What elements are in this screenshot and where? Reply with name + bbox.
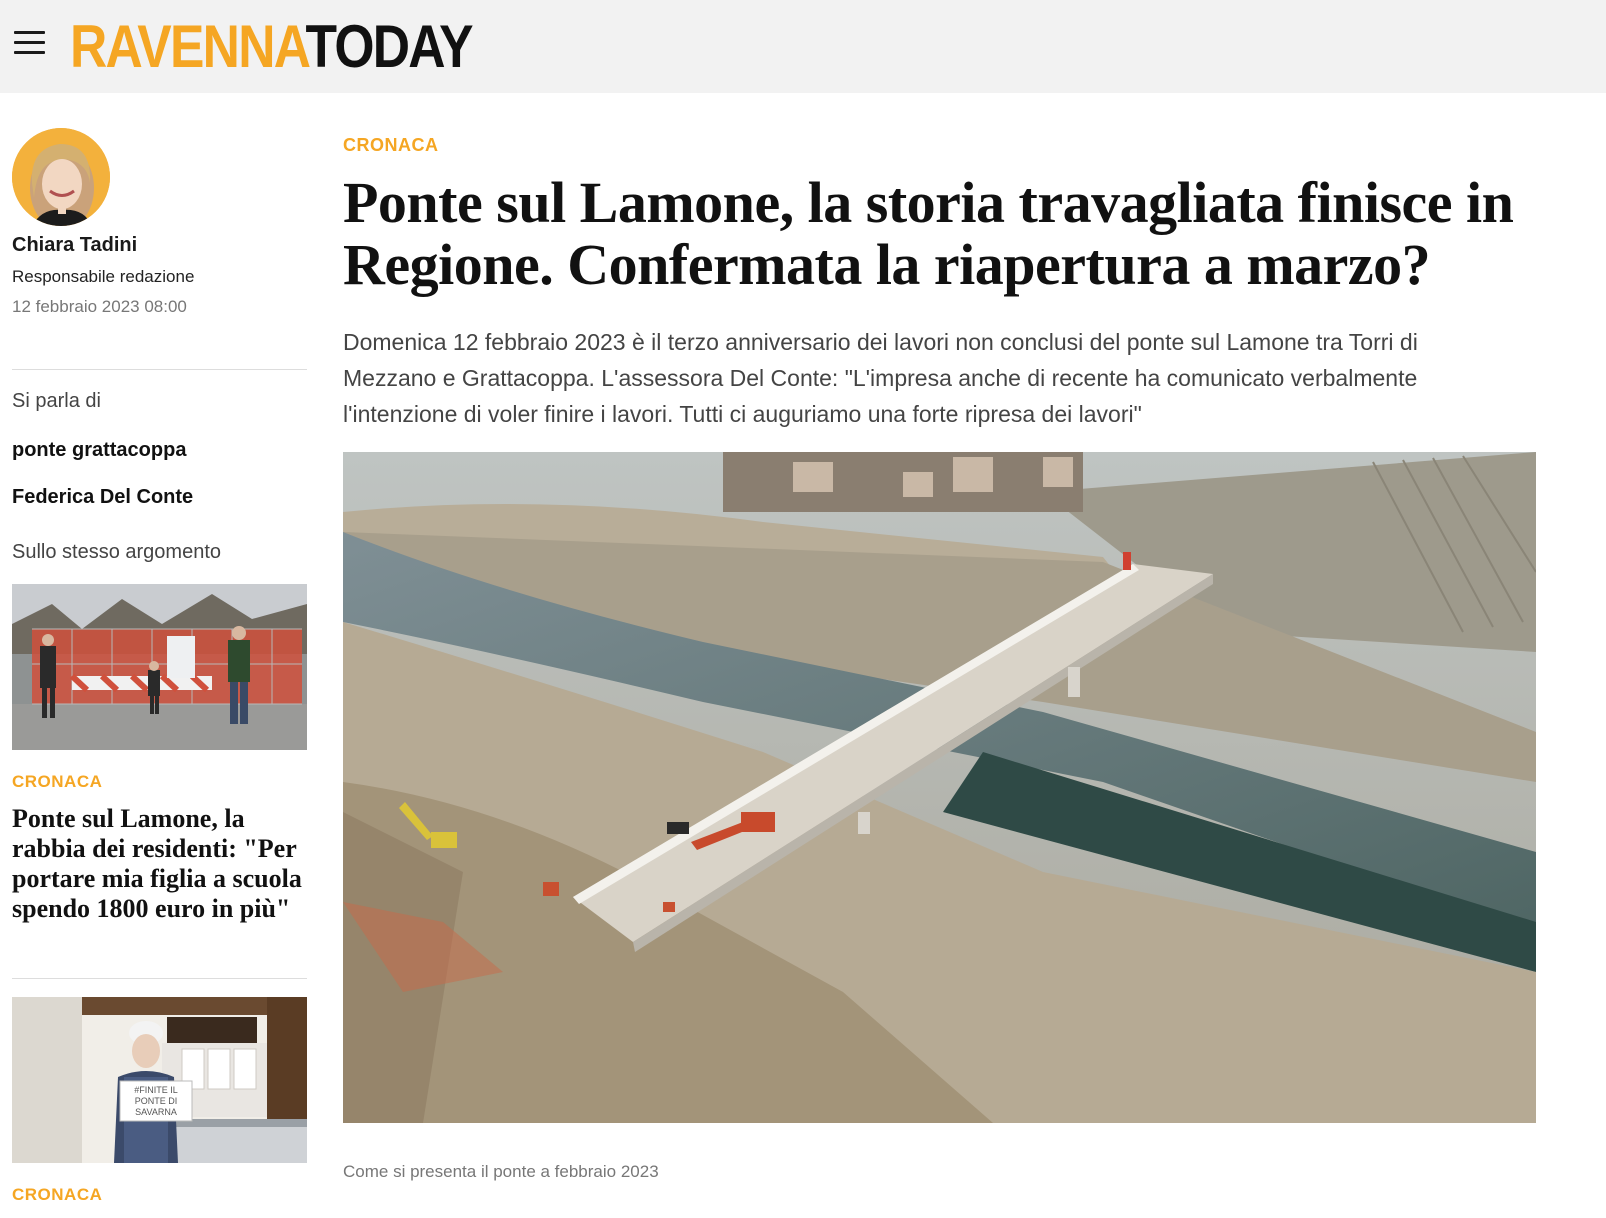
topic-link-federica-del-conte[interactable]: Federica Del Conte xyxy=(12,486,194,508)
related-label: Sullo stesso argomento xyxy=(12,541,222,563)
article-category[interactable]: CRONACA xyxy=(343,135,439,155)
related-article-category[interactable]: CRONACA xyxy=(12,1185,103,1204)
article-hero-image[interactable] xyxy=(343,452,1536,1123)
related-article xyxy=(12,584,307,924)
author-role: Responsabile redazione xyxy=(12,267,195,286)
svg-text:PONTE DI: PONTE DI xyxy=(134,1096,178,1106)
author-name[interactable]: Chiara Tadini xyxy=(12,234,138,256)
article-title: Ponte sul Lamone, la storia travagliata finisce in Regione. Confermata la riapertura a marzo? xyxy=(343,170,1514,297)
sidebar-divider xyxy=(12,369,307,370)
site-header xyxy=(0,0,1606,93)
svg-text:SAVARNA: SAVARNA xyxy=(135,1107,177,1117)
logo-today: TODAY xyxy=(305,13,472,80)
publish-date: 12 febbraio 2023 08:00 xyxy=(12,297,187,316)
article-sidebar xyxy=(12,128,307,1205)
article-main xyxy=(343,135,1543,1182)
topic-link-ponte-grattacoppa[interactable]: ponte grattacoppa xyxy=(12,439,187,461)
related-article-category[interactable]: CRONACA xyxy=(12,772,103,791)
related-article-image[interactable] xyxy=(12,584,307,750)
svg-text:#FINITE IL: #FINITE IL xyxy=(134,1085,178,1095)
image-caption: Come si presenta il ponte a febbraio 2023 xyxy=(343,1162,659,1181)
related-article-image[interactable] xyxy=(12,997,307,1163)
author-avatar[interactable] xyxy=(12,128,110,226)
logo-ravenna: RAVENNA xyxy=(70,13,306,80)
sidebar-divider xyxy=(12,978,307,979)
article-lead: Domenica 12 febbraio 2023 è il terzo anniversario dei lavori non conclusi del ponte sul Lamone tra Torri di Mezzano e Grattacoppa. L'assessora Del Conte: "L'impresa anche di recente ha comunicato verbalmente l'intenzione di voler finire i lavori. Tutti ci auguriamo una forte ripresa dei lavori" xyxy=(343,329,1418,427)
related-article xyxy=(12,997,307,1205)
related-article-title[interactable]: Ponte sul Lamone, la rabbia dei residenti: "Per portare mia figlia a scuola spendo 1800 euro in più" xyxy=(12,804,302,923)
hamburger-menu-icon[interactable] xyxy=(14,31,46,57)
topics-label: Si parla di xyxy=(12,390,101,412)
site-logo[interactable] xyxy=(70,12,472,82)
